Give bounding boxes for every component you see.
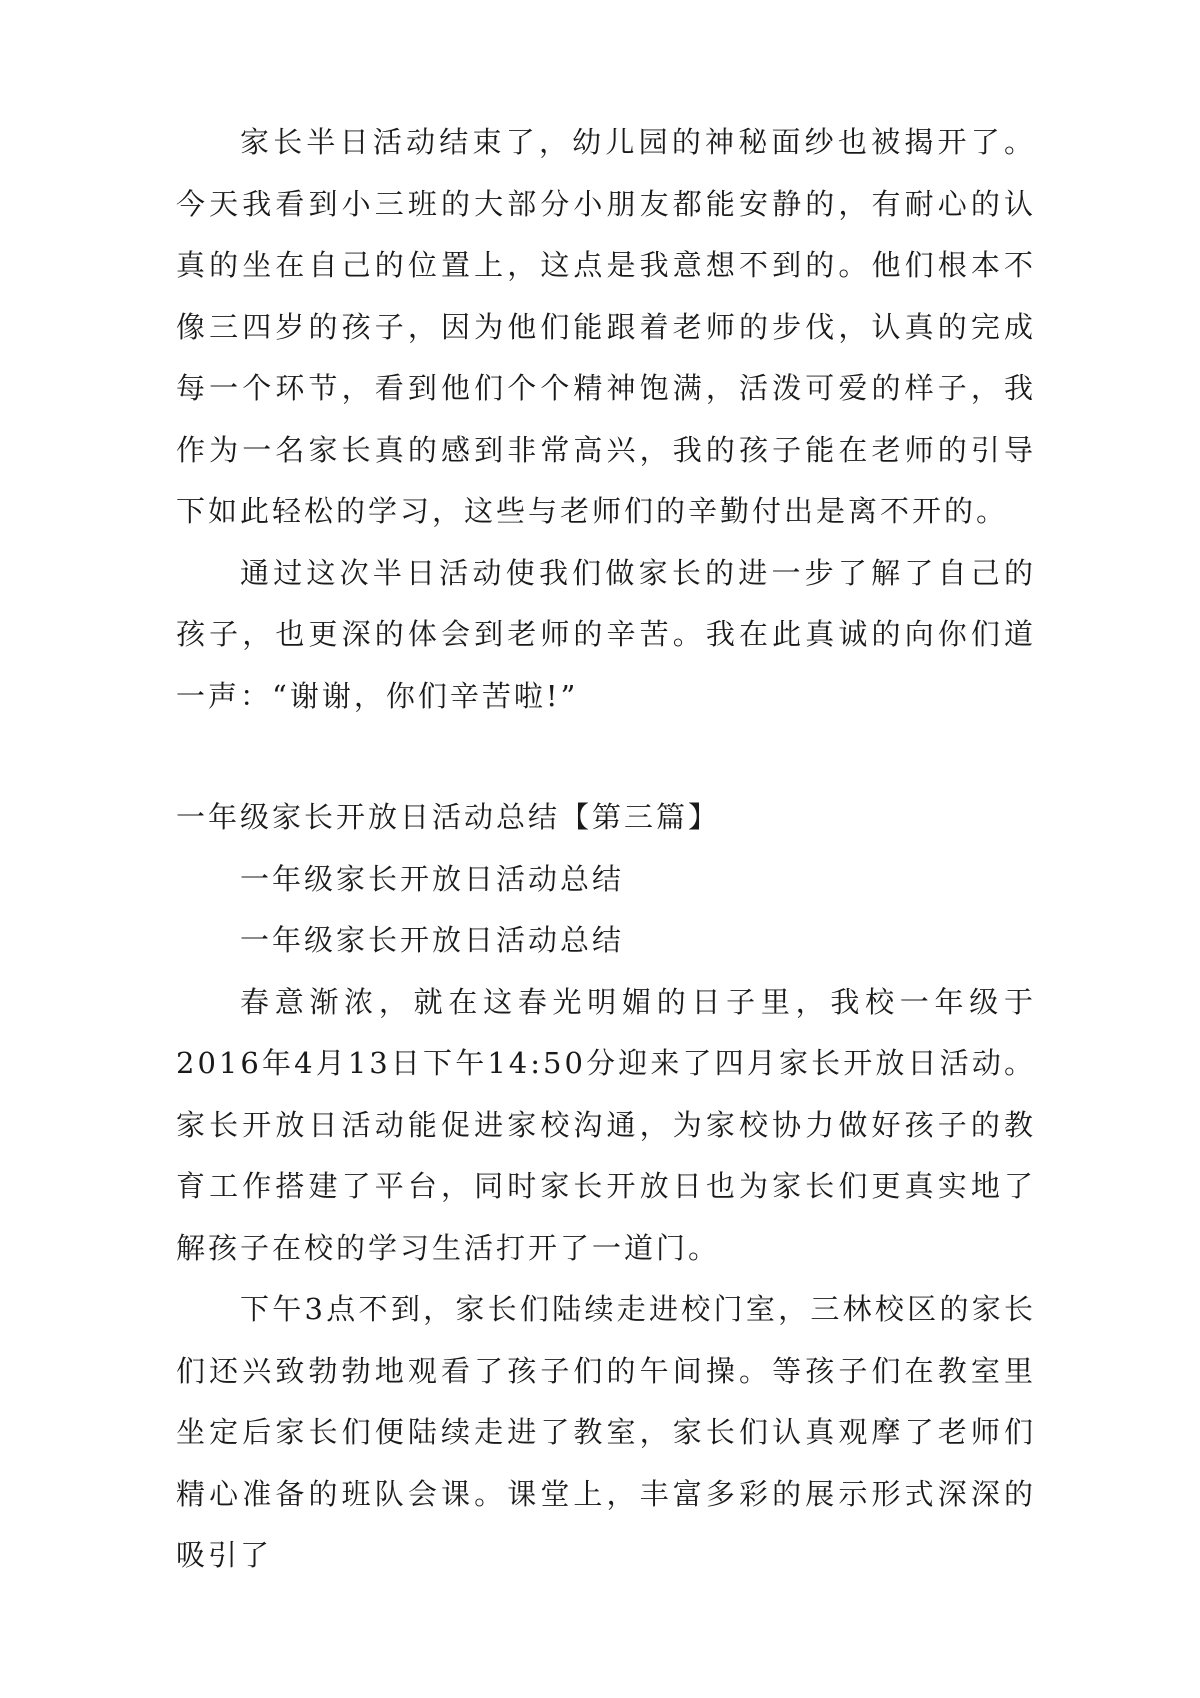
- paragraph-thanks: 通过这次半日活动使我们做家长的进一步了解了自己的孩子，也更深的体会到老师的辛苦。我在此真诚的向你们道一声：“谢谢，你们辛苦啦!”: [176, 555, 1036, 713]
- section-gap: [176, 727, 1036, 787]
- sub-title-2: 一年级家长开放日活动总结: [240, 923, 625, 957]
- document-page: [176, 112, 1036, 1587]
- paragraph-half-day-activity: 家长半日活动结束了，幼儿园的神秘面纱也被揭开了。今天我看到小三班的大部分小朋友都能安静的，有耐心的认真的坐在自己的位置上，这点是我意想不到的。他们根本不像三四岁的孩子，因为他们能跟着老师的步伐，认真的完成每一个环节，看到他们个个精神饱满，活泼可爱的样子，我作为一名家长真的感到非常高兴，我的孩子能在老师的引导下如此轻松的学习，这些与老师们的辛勤付出是离不开的。: [176, 125, 1036, 528]
- paragraph-spring-open-day: 春意渐浓，就在这春光明媚的日子里，我校一年级于2016年4月13日下午14:50分迎来了四月家长开放日活动。家长开放日活动能促进家校沟通，为家校协力做好孩子的教育工作搭建了平台，同时家长开放日也为家长们更真实地了解孩子在校的学习生活打开了一道门。: [176, 984, 1036, 1265]
- section-title: 一年级家长开放日活动总结【第三篇】: [176, 800, 721, 834]
- paragraph-afternoon-visit: 下午3点不到，家长们陆续走进校门室，三林校区的家长们还兴致勃勃地观看了孩子们的午间操。等孩子们在教室里坐定后家长们便陆续走进了教室，家长们认真观摩了老师们精心准备的班队会课。课堂上，丰富多彩的展示形式深深的吸引了: [176, 1292, 1036, 1572]
- sub-title-1: 一年级家长开放日活动总结: [240, 861, 625, 896]
